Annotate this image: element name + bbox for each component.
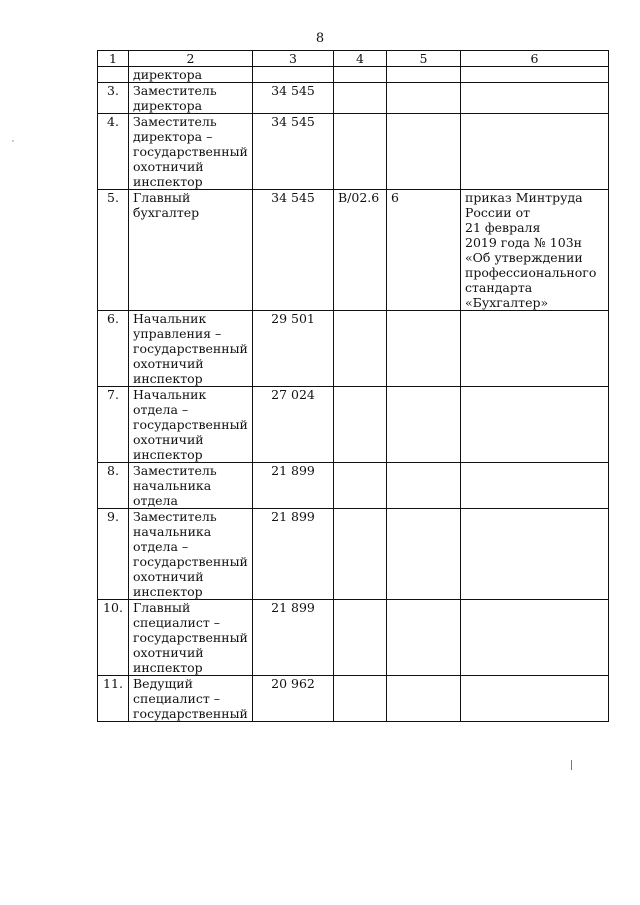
position-line: инспектор	[133, 660, 203, 675]
qualification-level-cell	[387, 600, 461, 676]
table-row	[98, 600, 609, 676]
scan-mark	[571, 760, 572, 770]
header-cell-3: 3	[253, 51, 334, 67]
qualification-level-cell	[387, 676, 461, 722]
salary-cell: 34 545	[253, 114, 334, 190]
position-line: начальника	[133, 478, 212, 493]
qualification-level-cell	[387, 114, 461, 190]
qualification-level-cell	[387, 311, 461, 387]
position-line: начальника	[133, 524, 212, 539]
position-line: директора –	[133, 129, 213, 144]
position-line: Заместитель	[133, 114, 217, 129]
standard-line: «Об утверждении	[465, 250, 583, 265]
position-line: Начальник	[133, 311, 207, 326]
header-cell-2: 2	[129, 51, 253, 67]
position-line: бухгалтер	[133, 205, 200, 220]
header-cell-4: 4	[334, 51, 387, 67]
salary-cell: 20 962	[253, 676, 334, 722]
position-cell	[129, 190, 253, 311]
qualification-level-cell	[387, 83, 461, 114]
standard-line: приказ Минтруда	[465, 190, 583, 205]
row-number-cell: 8.	[98, 463, 129, 509]
header-cell-6: 6	[461, 51, 609, 67]
position-cell	[129, 114, 253, 190]
function-code-cell	[334, 676, 387, 722]
position-line: специалист –	[133, 615, 220, 630]
position-line: директора	[133, 98, 203, 113]
salary-cell: 34 545	[253, 83, 334, 114]
function-code-cell	[334, 67, 387, 83]
position-cell	[129, 67, 253, 83]
table-row	[98, 311, 609, 387]
salary-cell: 21 899	[253, 463, 334, 509]
standard-cell	[461, 67, 609, 83]
function-code-cell	[334, 311, 387, 387]
position-line: государственный	[133, 341, 248, 356]
position-line: Заместитель	[133, 463, 217, 478]
function-code-cell	[334, 463, 387, 509]
table-header-row	[98, 51, 609, 67]
position-line: государственный	[133, 706, 248, 721]
page-number: 8	[315, 31, 325, 46]
table-row	[98, 114, 609, 190]
position-line: инспектор	[133, 371, 203, 386]
standard-line: 21 февраля	[465, 220, 541, 235]
standard-cell	[461, 190, 609, 311]
row-number-cell	[98, 67, 129, 83]
scan-speck	[12, 140, 14, 142]
position-cell	[129, 600, 253, 676]
row-number-cell: 9.	[98, 509, 129, 600]
standard-cell	[461, 600, 609, 676]
position-line: государственный	[133, 417, 248, 432]
table-row	[98, 83, 609, 114]
qualification-level-cell	[387, 463, 461, 509]
position-line: государственный	[133, 630, 248, 645]
row-number-cell: 3.	[98, 83, 129, 114]
position-line: Заместитель	[133, 509, 217, 524]
row-number-cell: 5.	[98, 190, 129, 311]
table-row	[98, 67, 609, 83]
salary-cell: 27 024	[253, 387, 334, 463]
salary-cell	[253, 67, 334, 83]
position-line: директора	[133, 67, 203, 82]
salary-cell: 21 899	[253, 509, 334, 600]
salary-cell: 21 899	[253, 600, 334, 676]
table-body	[98, 51, 609, 722]
position-line: отдела –	[133, 402, 189, 417]
standard-cell	[461, 83, 609, 114]
table-row	[98, 387, 609, 463]
standard-line: «Бухгалтер»	[465, 295, 549, 310]
standard-line: 2019 года № 103н	[465, 235, 582, 250]
position-cell	[129, 509, 253, 600]
position-line: охотничий	[133, 645, 204, 660]
table-row	[98, 190, 609, 311]
row-number-cell: 4.	[98, 114, 129, 190]
standard-cell	[461, 463, 609, 509]
standard-cell	[461, 676, 609, 722]
position-line: Ведущий	[133, 676, 193, 691]
row-number-cell: 11.	[98, 676, 129, 722]
position-line: инспектор	[133, 584, 203, 599]
position-line: охотничий	[133, 432, 204, 447]
position-line: охотничий	[133, 159, 204, 174]
qualification-level-cell: 6	[387, 190, 461, 311]
position-cell	[129, 311, 253, 387]
positions-table	[97, 50, 609, 722]
position-line: управления –	[133, 326, 222, 341]
function-code-cell	[334, 83, 387, 114]
qualification-level-cell	[387, 509, 461, 600]
position-line: охотничий	[133, 356, 204, 371]
row-number-cell: 10.	[98, 600, 129, 676]
standard-cell	[461, 509, 609, 600]
position-cell	[129, 676, 253, 722]
position-line: государственный	[133, 554, 248, 569]
function-code-cell	[334, 387, 387, 463]
function-code-cell	[334, 509, 387, 600]
standard-line: России от	[465, 205, 531, 220]
salary-cell: 34 545	[253, 190, 334, 311]
header-cell-1: 1	[98, 51, 129, 67]
position-cell	[129, 83, 253, 114]
row-number-cell: 7.	[98, 387, 129, 463]
position-line: отдела –	[133, 539, 189, 554]
header-cell-5: 5	[387, 51, 461, 67]
position-line: инспектор	[133, 447, 203, 462]
position-line: инспектор	[133, 174, 203, 189]
table-row	[98, 509, 609, 600]
position-line: государственный	[133, 144, 248, 159]
standard-line: профессионального	[465, 265, 597, 280]
position-line: отдела	[133, 493, 178, 508]
position-line: Главный	[133, 190, 191, 205]
standard-cell	[461, 387, 609, 463]
row-number-cell: 6.	[98, 311, 129, 387]
position-cell	[129, 463, 253, 509]
position-line: охотничий	[133, 569, 204, 584]
function-code-cell	[334, 114, 387, 190]
position-cell	[129, 387, 253, 463]
table-row	[98, 463, 609, 509]
qualification-level-cell	[387, 387, 461, 463]
position-line: специалист –	[133, 691, 220, 706]
salary-cell: 29 501	[253, 311, 334, 387]
function-code-cell: В/02.6	[334, 190, 387, 311]
position-line: Главный	[133, 600, 191, 615]
function-code-cell	[334, 600, 387, 676]
standard-line: стандарта	[465, 280, 533, 295]
position-line: Начальник	[133, 387, 207, 402]
standard-cell	[461, 114, 609, 190]
standard-cell	[461, 311, 609, 387]
position-line: Заместитель	[133, 83, 217, 98]
table-row	[98, 676, 609, 722]
qualification-level-cell	[387, 67, 461, 83]
